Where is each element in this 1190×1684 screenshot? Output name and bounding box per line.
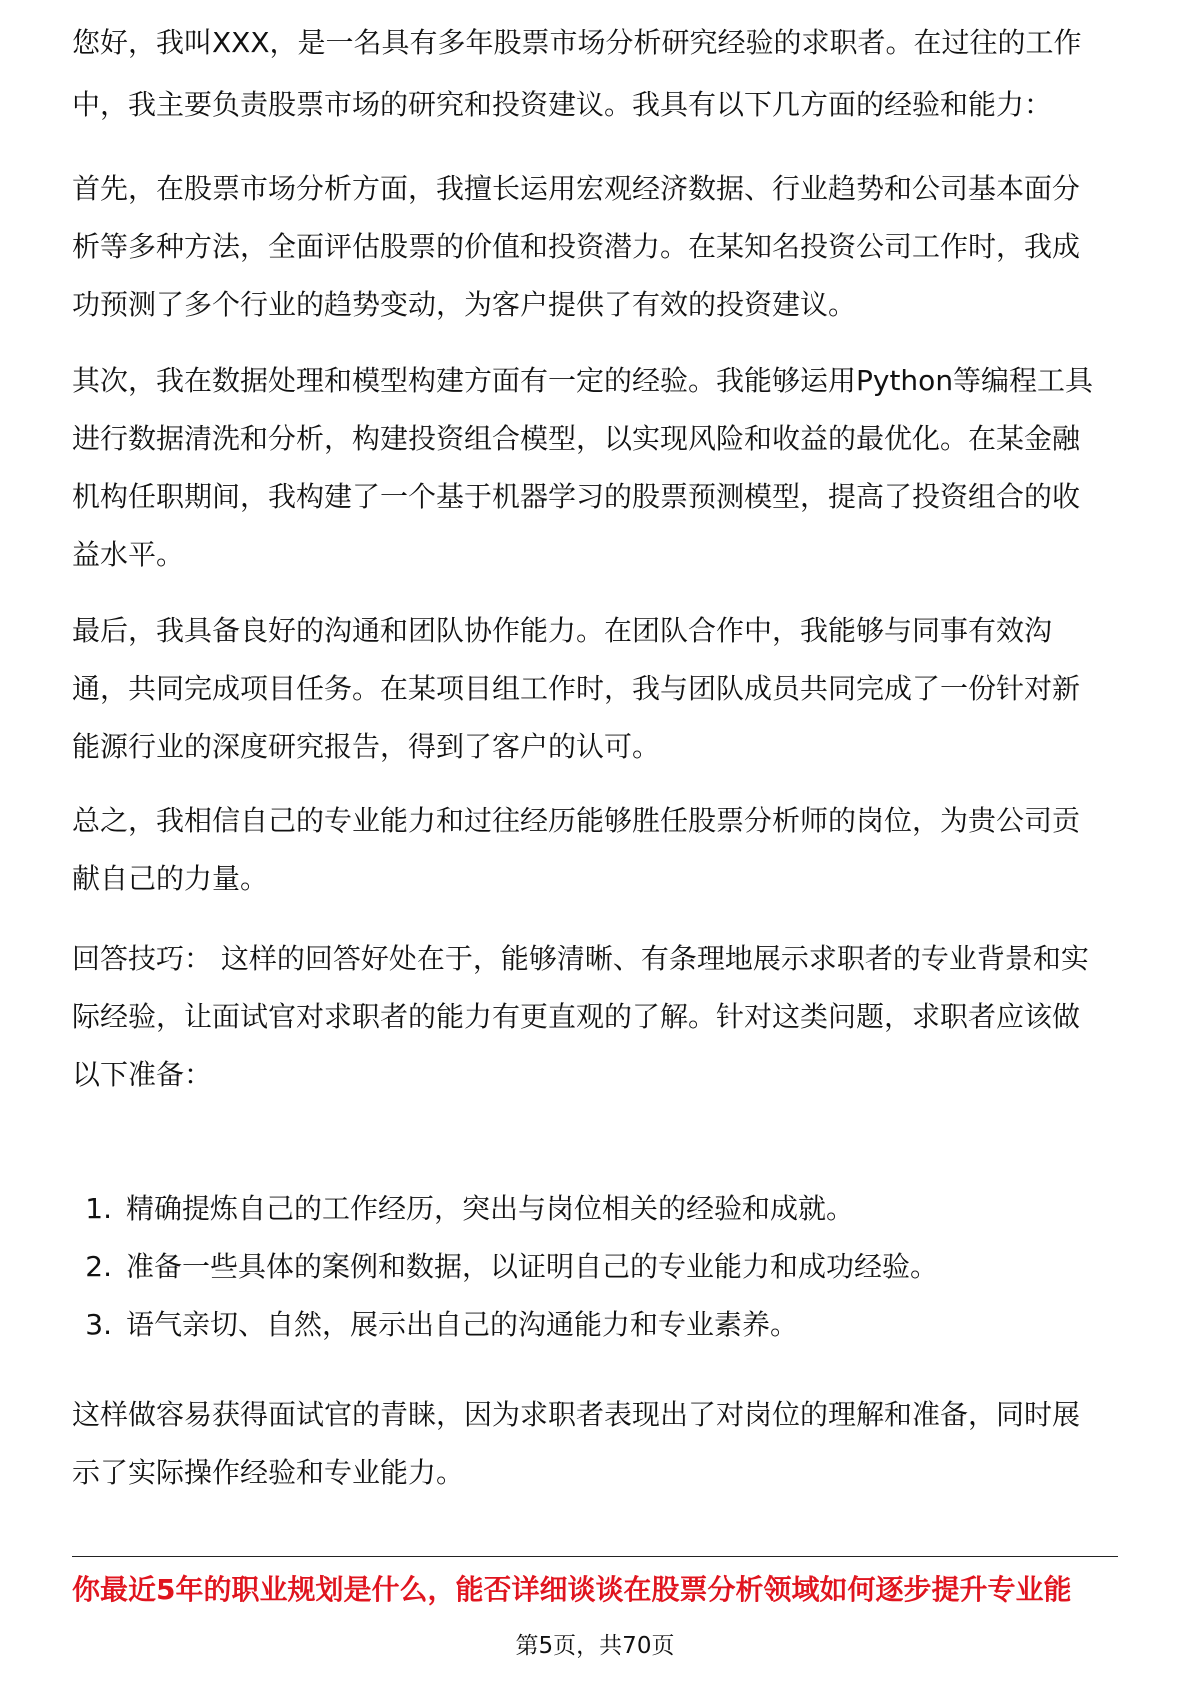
text-line: 通，共同完成项目任务。在某项目组工作时，我与团队成员共同完成了一份针对新 (72, 672, 1081, 705)
text-line: 析等多种方法，全面评估股票的价值和投资潜力。在某知名投资公司工作时，我成 (72, 230, 1081, 263)
answer-tips-paragraph (72, 930, 1118, 1104)
list-item-text: 语气亲切、自然，展示出自己的沟通能力和专业素养。 (126, 1308, 799, 1341)
text-line: 示了实际操作经验和专业能力。 (72, 1456, 465, 1489)
list-item (72, 1180, 1118, 1238)
cut-off-text: 您好，我叫XXX，是一名具有多年股票市场分析研究经验的求职者。在过往的工作 (72, 28, 1082, 59)
text-line: 回答技巧： 这样的回答好处在于，能够清晰、有条理地展示求职者的专业背景和实 (72, 942, 1089, 975)
list-item-text: 精确提炼自己的工作经历，突出与岗位相关的经验和成就。 (126, 1192, 855, 1225)
text-line: 中，我主要负责股票市场的研究和投资建议。我具有以下几方面的经验和能力： (72, 88, 1053, 121)
text-line: 以下准备： (72, 1058, 213, 1091)
section-divider (72, 1556, 1118, 1557)
next-question-heading: 你最近5年的职业规划是什么，能否详细谈谈在股票分析领域如何逐步提升专业能 (72, 1573, 1072, 1606)
text-line: 这样做容易获得面试官的青睐，因为求职者表现出了对岗位的理解和准备，同时展 (72, 1398, 1081, 1431)
list-number: 2. (85, 1250, 112, 1283)
text-line: 进行数据清洗和分析，构建投资组合模型，以实现风险和收益的最优化。在某金融 (72, 422, 1081, 455)
communication-paragraph (72, 602, 1118, 776)
text-line: 能源行业的深度研究报告，得到了客户的认可。 (72, 730, 661, 763)
text-line: 其次，我在数据处理和模型构建方面有一定的经验。我能够运用Python等编程工具 (72, 364, 1094, 397)
text-line: 机构任职期间，我构建了一个基于机器学习的股票预测模型，提高了投资组合的收 (72, 480, 1081, 513)
text-line: 功预测了多个行业的趋势变动，为客户提供了有效的投资建议。 (72, 288, 857, 321)
tips-list (72, 1180, 1118, 1354)
text-line: 总之，我相信自己的专业能力和过往经历能够胜任股票分析师的岗位，为贵公司贡 (72, 804, 1081, 837)
list-number: 1. (85, 1192, 112, 1225)
text-line: 献自己的力量。 (72, 862, 269, 895)
list-number: 3. (85, 1308, 112, 1341)
modeling-paragraph (72, 352, 1118, 584)
closing-paragraph (72, 1386, 1118, 1502)
list-item-text: 准备一些具体的案例和数据，以证明自己的专业能力和成功经验。 (126, 1250, 939, 1283)
cut-off-top-line (72, 28, 1118, 66)
summary-paragraph (72, 792, 1118, 908)
intro-paragraph (72, 76, 1118, 134)
analysis-paragraph (72, 160, 1118, 334)
text-line: 首先，在股票市场分析方面，我擅长运用宏观经济数据、行业趋势和公司基本面分 (72, 172, 1081, 205)
list-item (72, 1296, 1118, 1354)
text-line: 际经验，让面试官对求职者的能力有更直观的了解。针对这类问题，求职者应该做 (72, 1000, 1081, 1033)
page-number-footer: 第5页，共70页 (515, 1633, 675, 1659)
list-item (72, 1238, 1118, 1296)
text-line: 最后，我具备良好的沟通和团队协作能力。在团队合作中，我能够与同事有效沟 (72, 614, 1053, 647)
document-page (72, 0, 1118, 1684)
text-line: 益水平。 (72, 538, 185, 571)
